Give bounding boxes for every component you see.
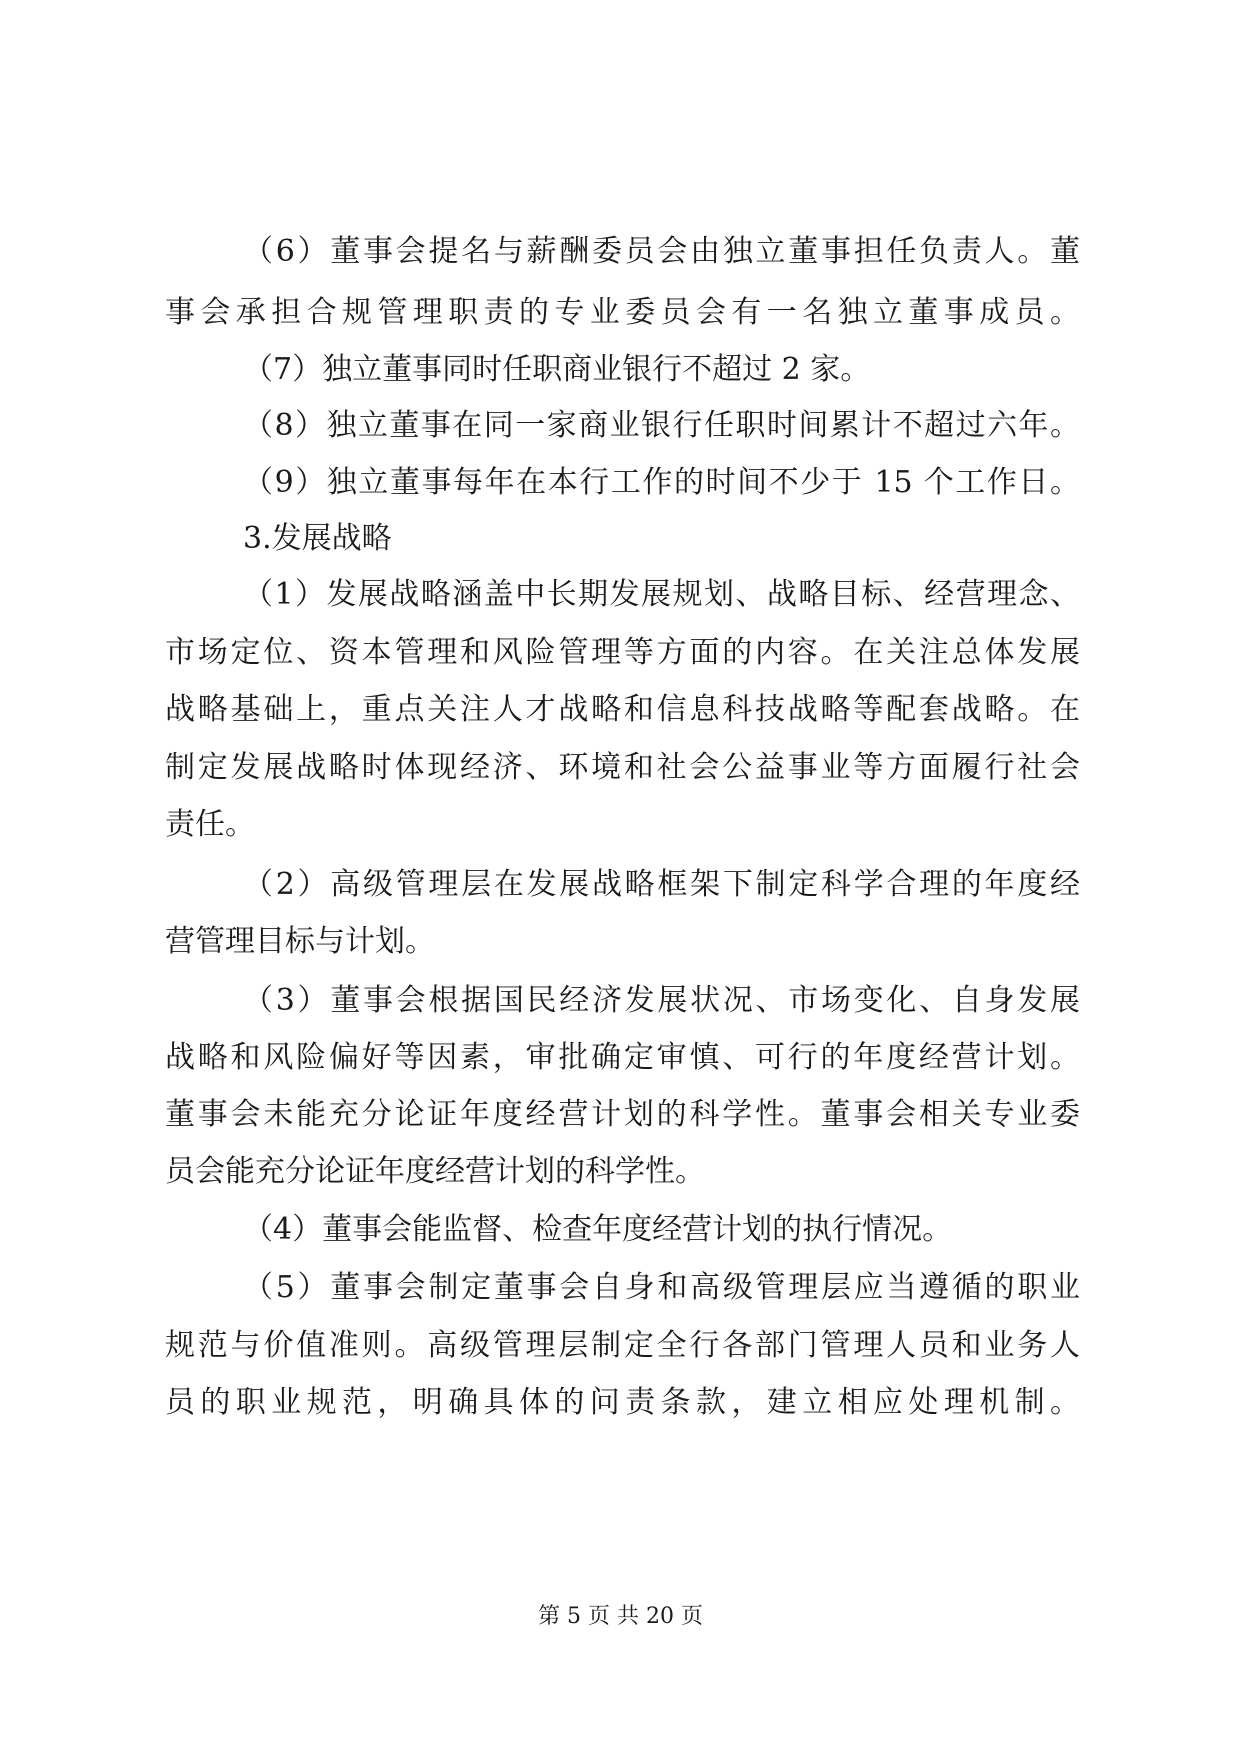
text-line: （1）发展战略涵盖中长期发展规划、战略目标、经营理念、 bbox=[243, 577, 1080, 612]
text-line: （7）独立董事同时任职商业银行不超过 2 家。 bbox=[243, 352, 871, 387]
text-line: 责任。 bbox=[165, 807, 255, 842]
text-line: （4）董事会能监督、检查年度经营计划的执行情况。 bbox=[243, 1212, 953, 1247]
page-number-footer: 第 5 页 共 20 页 bbox=[538, 1604, 703, 1629]
text-line: （9）独立董事每年在本行工作的时间不少于 15 个工作日。 bbox=[243, 465, 1080, 500]
text-line: 员会能充分论证年度经营计划的科学性。 bbox=[165, 1154, 705, 1189]
text-line: （6）董事会提名与薪酬委员会由独立董事担任负责人。董 bbox=[243, 234, 1080, 269]
section-heading: 3.发展战略 bbox=[243, 521, 392, 556]
text-line: 事会承担合规管理职责的专业委员会有一名独立董事成员。 bbox=[165, 295, 1080, 330]
text-line: （8）独立董事在同一家商业银行任职时间累计不超过六年。 bbox=[243, 408, 1080, 443]
text-line: 战略和风险偏好等因素，审批确定审慎、可行的年度经营计划。 bbox=[165, 1040, 1080, 1075]
text-line: 制定发展战略时体现经济、环境和社会公益事业等方面履行社会 bbox=[165, 750, 1080, 785]
text-line: 战略基础上，重点关注人才战略和信息科技战略等配套战略。在 bbox=[165, 692, 1080, 727]
text-line: 营管理目标与计划。 bbox=[165, 924, 435, 959]
text-line: （5）董事会制定董事会自身和高级管理层应当遵循的职业 bbox=[243, 1270, 1080, 1305]
text-line: 规范与价值准则。高级管理层制定全行各部门管理人员和业务人 bbox=[165, 1328, 1080, 1363]
text-line: 员的职业规范，明确具体的问责条款，建立相应处理机制。 bbox=[165, 1385, 1080, 1420]
text-line: （2）高级管理层在发展战略框架下制定科学合理的年度经 bbox=[243, 867, 1080, 902]
text-line: （3）董事会根据国民经济发展状况、市场变化、自身发展 bbox=[243, 983, 1080, 1018]
text-line: 市场定位、资本管理和风险管理等方面的内容。在关注总体发展 bbox=[165, 635, 1080, 670]
text-line: 董事会未能充分论证年度经营计划的科学性。董事会相关专业委 bbox=[165, 1097, 1080, 1132]
